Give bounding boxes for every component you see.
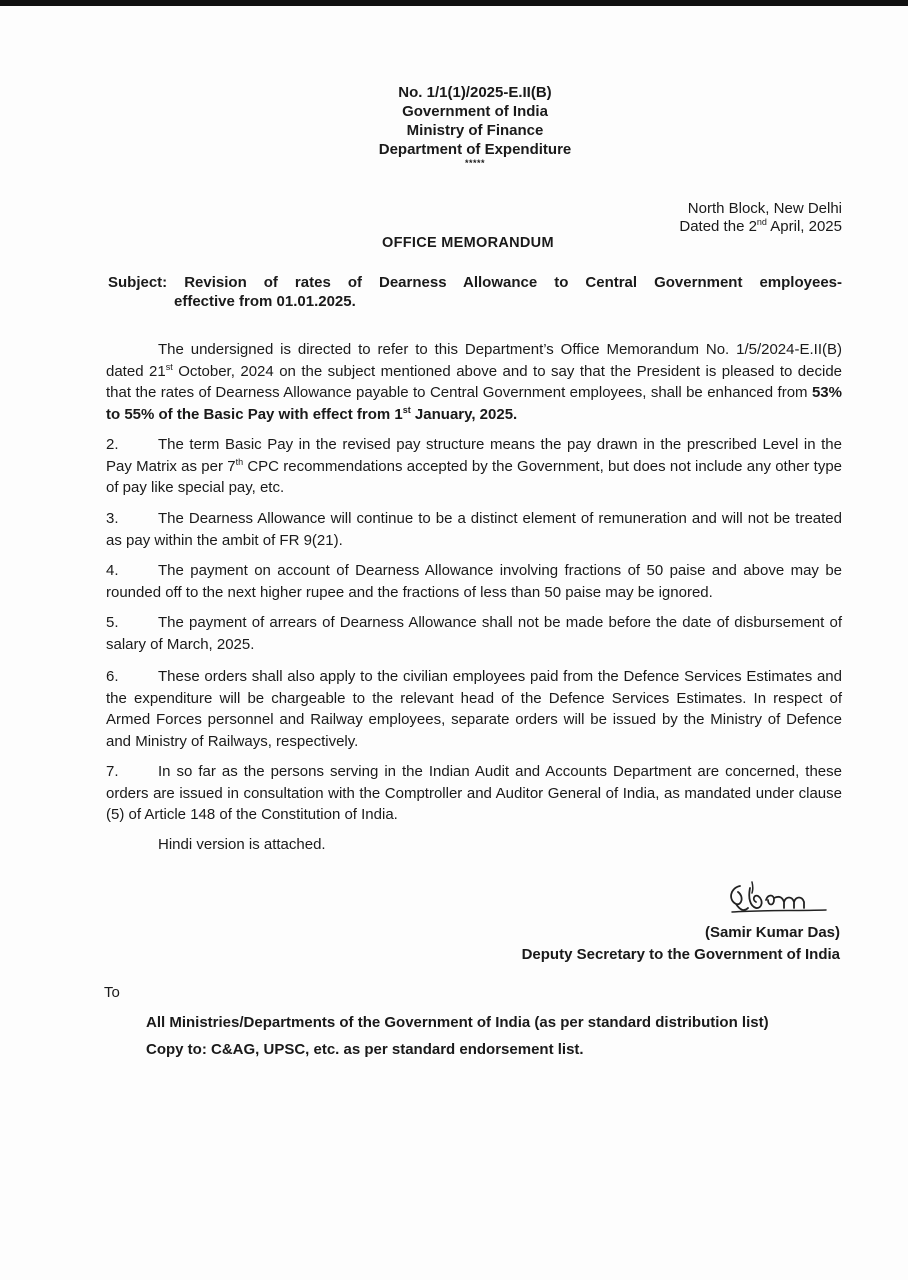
to-label: To bbox=[104, 984, 120, 1001]
distribution-list: All Ministries/Departments of the Government of India (as per standard distribution list) bbox=[146, 1014, 769, 1031]
para3-text: The Dearness Allowance will continue to be a distinct element of remuneration and will not be treated as pay within the ambit of FR 9(21). bbox=[106, 510, 842, 549]
para4-number: 4. bbox=[106, 562, 119, 579]
para1-bold-sup: st bbox=[402, 404, 411, 415]
handwritten-signature bbox=[722, 878, 832, 920]
date-sup: nd bbox=[756, 217, 767, 227]
subject bbox=[108, 273, 842, 311]
date-line bbox=[679, 217, 842, 236]
government-name: Government of India bbox=[402, 103, 548, 120]
para6-text: These orders shall also apply to the civilian employees paid from the Defence Services Estimates and the expenditure will be chargeable to the relevant head of the Defence Services Estimates. In respect of Armed Forces personnel and Railway employees, separate orders will be issued by the Ministry of Defence and Ministry of Railways, respectively. bbox=[106, 668, 842, 750]
para7-text: In so far as the persons serving in the Indian Audit and Accounts Department are concerned, these orders are issued in consultation with the Comptroller and Auditor General of India, as mandated under clause (5) of Article 148 of the Constitution of India. bbox=[106, 763, 842, 823]
ministry-name: Ministry of Finance bbox=[406, 122, 544, 139]
subject-label: Subject: bbox=[108, 274, 168, 291]
paragraph-1 bbox=[106, 339, 842, 425]
paragraph-5 bbox=[106, 612, 842, 655]
paragraph-7 bbox=[106, 761, 842, 826]
paragraph-6 bbox=[106, 666, 842, 752]
place: North Block, New Delhi bbox=[687, 200, 842, 217]
para3-number: 3. bbox=[106, 510, 119, 527]
para5-number: 5. bbox=[106, 614, 119, 631]
para1-a-sup: st bbox=[165, 361, 173, 372]
signatory-name: (Samir Kumar Das) bbox=[704, 924, 840, 941]
date-suffix: April, 2025 bbox=[766, 218, 842, 235]
para7-number: 7. bbox=[106, 763, 119, 780]
para2-a: The term Basic Pay in the revised pay structure means the pay drawn in the prescribed Level in the Pay Matrix as per 7 bbox=[106, 436, 842, 475]
para2-b: CPC recommendations accepted by the Government, but does not include any other type of pay like special pay, etc. bbox=[106, 457, 843, 496]
department-name: Department of Expenditure bbox=[378, 141, 572, 158]
copy-to: Copy to: C&AG, UPSC, etc. as per standard endorsement list. bbox=[146, 1041, 584, 1058]
para2-number: 2. bbox=[106, 436, 119, 453]
header-stars: ***** bbox=[464, 158, 485, 168]
para1-bold-end: January, 2025. bbox=[410, 405, 518, 423]
subject-text: Revision of rates of Dearness Allowance to Central Government employees- bbox=[184, 274, 842, 291]
para1-bold: 53% to 55% of the Basic Pay with effect from 1 bbox=[106, 384, 842, 423]
file-number: No. 1/1(1)/2025-E.II(B) bbox=[398, 84, 552, 101]
para4-text: The payment on account of Dearness Allowance involving fractions of 50 paise and above may be rounded off to the next higher rupee and the fractions of less than 50 paise may be ignored. bbox=[106, 562, 842, 601]
hindi-note: Hindi version is attached. bbox=[158, 836, 326, 853]
para6-number: 6. bbox=[106, 668, 119, 685]
para1-a: The undersigned is directed to refer to this Department’s Office Memorandum No. 1/5/2024-E.II(B) dated 21 bbox=[106, 341, 842, 380]
paragraph-2 bbox=[106, 434, 842, 499]
memo-title: OFFICE MEMORANDUM bbox=[382, 235, 554, 251]
date-prefix: Dated the 2 bbox=[679, 218, 757, 235]
para5-text: The payment of arrears of Dearness Allowance shall not be made before the date of disbursement of salary of March, 2025. bbox=[106, 614, 842, 653]
paragraph-4 bbox=[106, 560, 842, 603]
paragraph-3 bbox=[106, 508, 842, 551]
para2-sup: th bbox=[235, 456, 244, 467]
subject-text-2: effective from 01.01.2025. bbox=[174, 293, 356, 310]
signatory-designation: Deputy Secretary to the Government of India bbox=[521, 946, 840, 963]
para1-b: October, 2024 on the subject mentioned above and to say that the President is pleased to decide that the rates of Dearness Allowance payable to Central Government employees, shall be enhanced from bbox=[106, 362, 843, 401]
